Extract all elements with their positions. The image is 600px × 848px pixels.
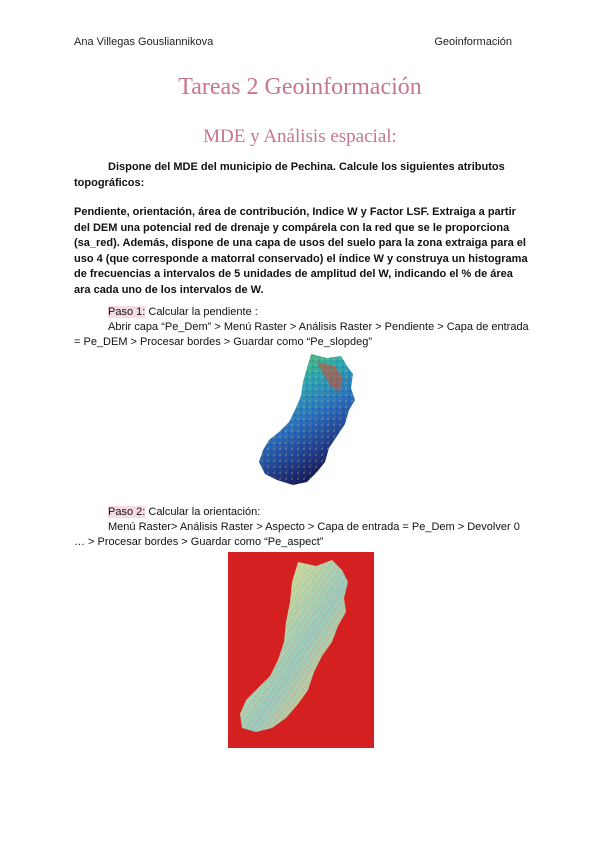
slope-map-figure <box>255 352 365 486</box>
intro-paragraph-2: Pendiente, orientación, área de contribución, Indice W y Factor LSF. Extraiga a partir del DEM una potencial red de drenaje y compárela con la red que se le proporciona (sa_red). Además, dispone de una capa de usos del suelo para la zona extraiga para el uso 4 (que corresponde a matorral conservado) el índice W y construya un histograma de frecuencias a intervalos de 5 unidades de amplitud del W, indicando el % de área ara cada uno de los intervalos de W. <box>74 206 528 296</box>
step-2-title: Calcular la orientación: <box>145 506 261 518</box>
step-1-label: Paso 1: <box>108 306 146 318</box>
intro-paragraph-1: Dispone del MDE del municipio de Pechina. Calcule los siguientes atributos topográficos: <box>74 161 505 189</box>
slope-map-texture <box>259 354 355 485</box>
header-author: Ana Villegas Gousliannikova <box>74 36 214 48</box>
step-1 <box>74 305 530 350</box>
step-2-body: Menú Raster> Análisis Raster > Aspecto > Capa de entrada = Pe_Dem > Devolver 0 … > Procesar bordes > Guardar como “Pe_aspect” <box>74 521 520 548</box>
step-2 <box>74 505 530 550</box>
step-1-title: Calcular la pendiente : <box>145 306 258 318</box>
document-title: Tareas 2 Geoinformación <box>178 74 422 100</box>
step-1-heading <box>74 305 530 320</box>
header-course: Geoinformación <box>434 36 512 48</box>
step-2-label: Paso 2: <box>108 506 146 518</box>
aspect-map-figure <box>228 552 374 748</box>
step-1-body: Abrir capa “Pe_Dem” > Menú Raster > Análisis Raster > Pendiente > Capa de entrada = Pe_DEM > Procesar bordes > Guardar como “Pe_slopdeg” <box>74 321 529 348</box>
step-2-heading <box>74 505 530 520</box>
section-subtitle: MDE y Análisis espacial: <box>203 126 397 147</box>
